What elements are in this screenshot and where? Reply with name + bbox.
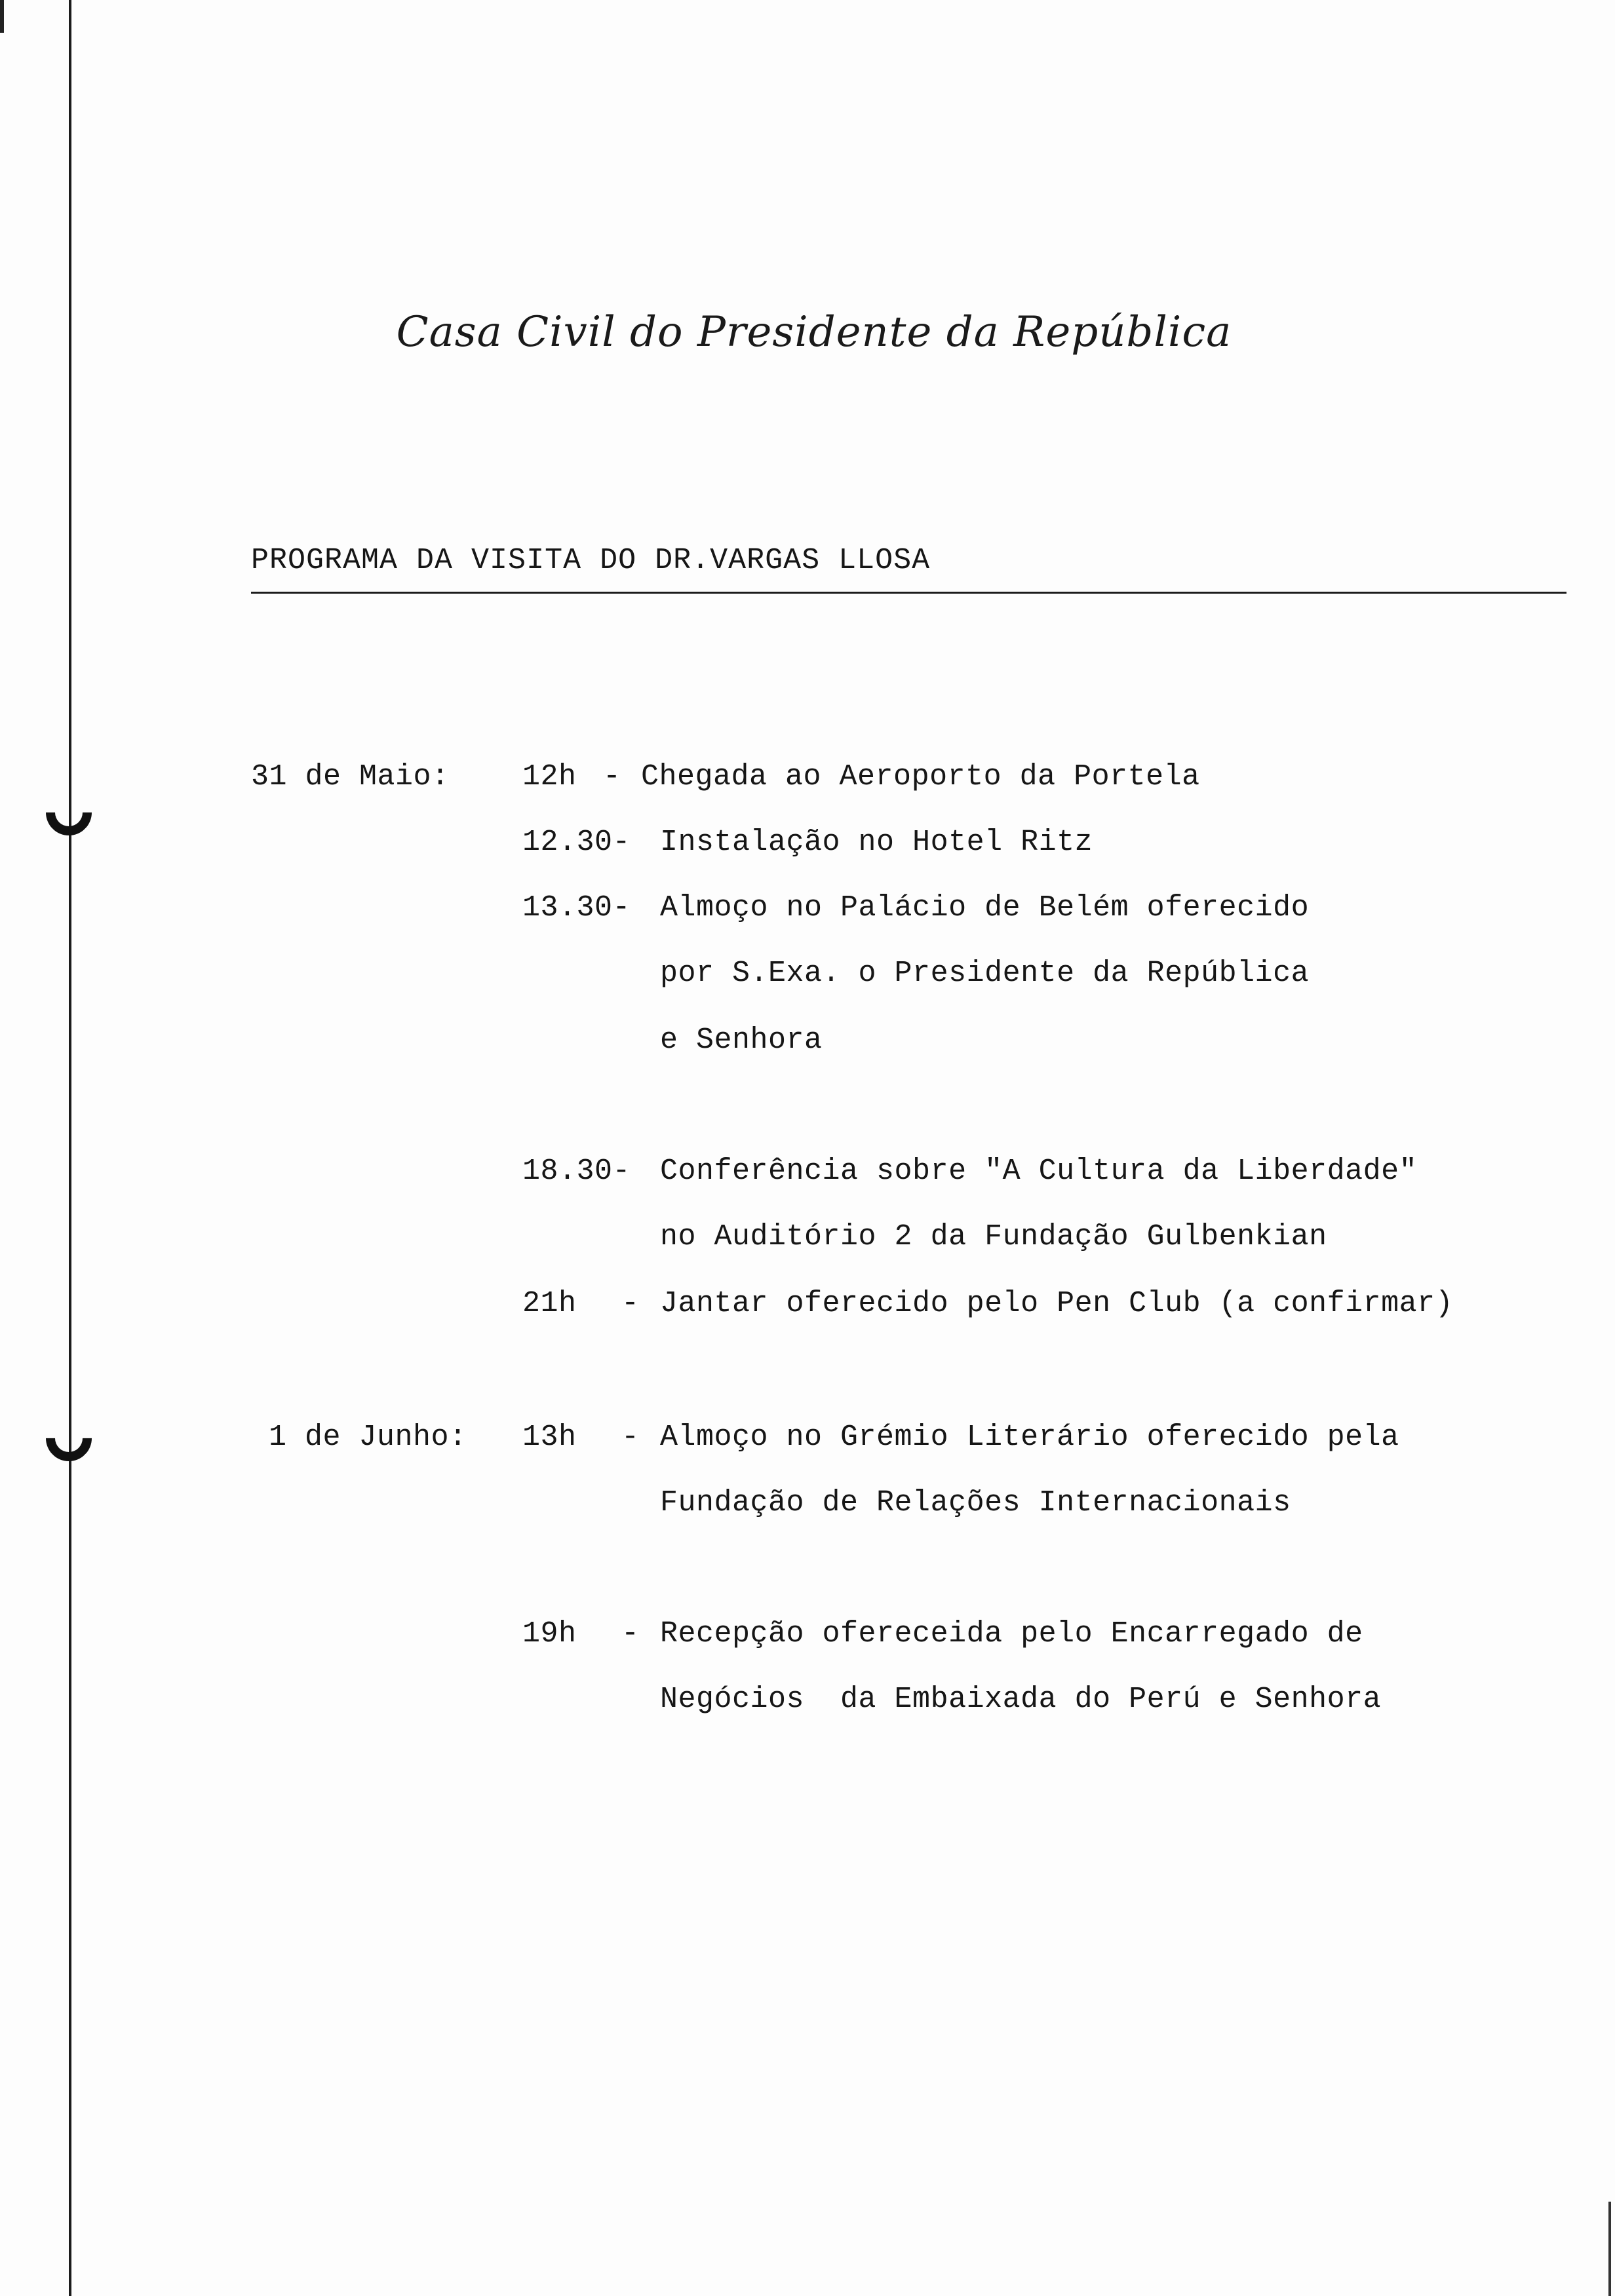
punch-hole-mark bbox=[37, 780, 102, 845]
event-time: 12.30- bbox=[522, 826, 631, 859]
event-time: 12h bbox=[522, 760, 577, 794]
event-description-continued: por S.Exa. o Presidente da República bbox=[660, 957, 1310, 990]
event-separator: - bbox=[603, 760, 621, 794]
event-time: 13.30- bbox=[522, 891, 631, 925]
document-title: PROGRAMA DA VISITA DO DR.VARGAS LLOSA bbox=[251, 544, 931, 577]
event-description: Conferência sobre "A Cultura da Liberdade" bbox=[660, 1155, 1418, 1188]
title-underline bbox=[251, 592, 1566, 594]
event-description: Almoço no Palácio de Belém oferecido bbox=[660, 891, 1310, 925]
event-description-continued: Negócios da Embaixada do Perú e Senhora bbox=[660, 1683, 1382, 1716]
event-description: Chegada ao Aeroporto da Portela bbox=[641, 760, 1200, 794]
event-time: 19h bbox=[522, 1617, 577, 1651]
event-time: 21h bbox=[522, 1287, 577, 1320]
event-description: Jantar oferecido pelo Pen Club (a confirmar) bbox=[660, 1287, 1454, 1320]
letterhead: Casa Civil do Presidente da República bbox=[396, 308, 1232, 356]
scan-artifact bbox=[0, 0, 4, 33]
day-date: 31 de Maio: bbox=[251, 760, 450, 794]
event-separator: - bbox=[621, 1617, 640, 1651]
event-separator: - bbox=[621, 1287, 640, 1320]
event-description: Instalação no Hotel Ritz bbox=[660, 826, 1093, 859]
day-date: 1 de Junho: bbox=[269, 1421, 467, 1454]
event-description-continued: no Auditório 2 da Fundação Gulbenkian bbox=[660, 1220, 1327, 1253]
scan-artifact bbox=[1608, 2202, 1611, 2296]
event-time: 13h bbox=[522, 1421, 577, 1454]
event-description: Recepção ofereceida pelo Encarregado de bbox=[660, 1617, 1363, 1651]
event-separator: - bbox=[621, 1421, 640, 1454]
event-description-continued: e Senhora bbox=[660, 1024, 823, 1057]
punch-hole-mark bbox=[37, 1406, 102, 1471]
event-time: 18.30- bbox=[522, 1155, 631, 1188]
event-description: Almoço no Grémio Literário oferecido pela bbox=[660, 1421, 1399, 1454]
event-description-continued: Fundação de Relações Internacionais bbox=[660, 1486, 1291, 1520]
